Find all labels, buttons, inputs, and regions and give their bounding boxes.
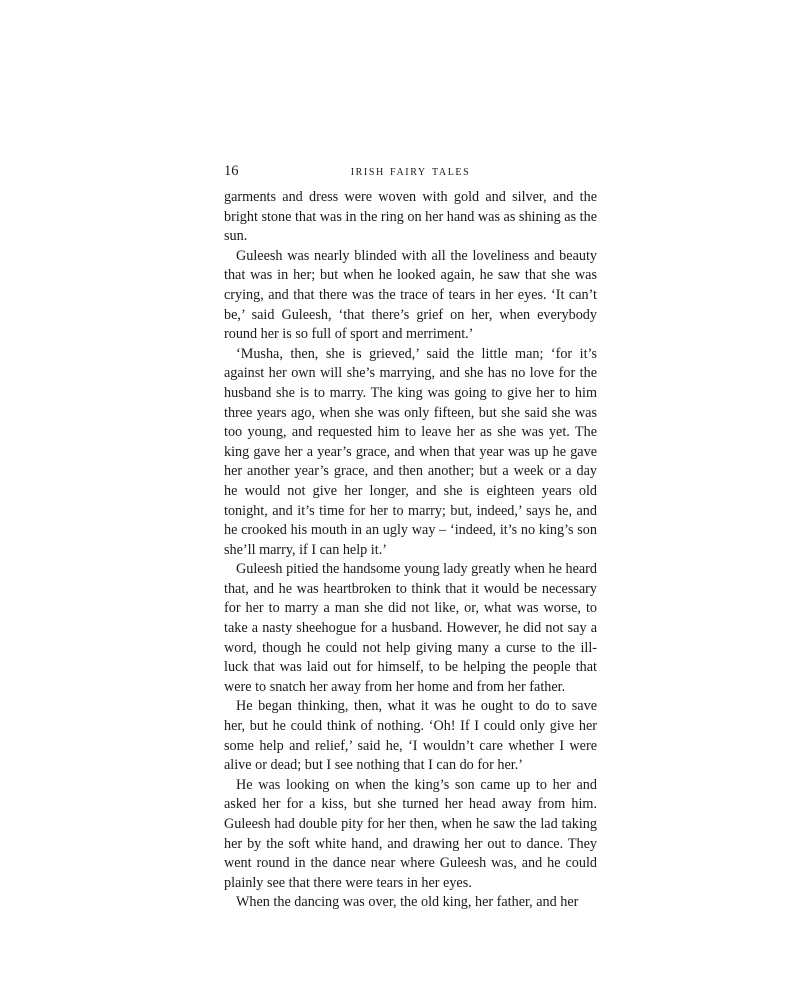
book-page xyxy=(224,160,597,913)
paragraph: He began thinking, then, what it was he ought to do to save her, but he could think of nothing. ‘Oh! If I could only give her some help and relief,’ said he, ‘I wouldn’t care whether I were alive or dead; but I see nothing that I can do for her.’ xyxy=(224,698,597,774)
book-title: irish fairy tales xyxy=(350,163,471,179)
paragraph: garments and dress were woven with gold and silver, and the bright stone that was in the ring on her hand was as shining as the sun. xyxy=(224,189,597,245)
paragraph: ‘Musha, then, she is grieved,’ said the little man; ‘for it’s against her own will she’s marrying, and she has no love for the husband she is to marry. The king was going to give her to him three years ago, when she was only fifteen, but she said she was too young, and requested him to leave her as she was yet. The king gave her a year’s grace, and when that year was up he gave her another year’s grace, and then another; but a week or a day he would not give her longer, and she is eighteen years old tonight, and it’s time for her to marry; but, indeed,’ says he, and he crooked his mouth in an ugly way – ‘indeed, it’s no king’s son she’ll marry, if I can help it.’ xyxy=(224,345,597,558)
body-text xyxy=(224,188,597,913)
paragraph: Guleesh was nearly blinded with all the loveliness and beauty that was in her; but when he looked again, he saw that she was crying, and that there was the trace of tears in her eyes. ‘It can’t be,’ said Guleesh, ‘that there’s grief on her, when everybody round her is so full of sport and merriment.’ xyxy=(224,247,597,343)
page-number: 16 xyxy=(224,163,239,179)
paragraph: When the dancing was over, the old king, her father, and her xyxy=(236,894,579,911)
paragraph: Guleesh pitied the handsome young lady greatly when he heard that, and he was heartbroken to think that it would be necessary for her to marry a man she did not like, or, what was worse, to take a nasty sheehogue for a husband. However, he did not say a word, though he could not help giving many a curse to the ill-luck that was laid out for himself, to be helping the people that were to snatch her away from her home and from her father. xyxy=(224,561,597,695)
running-head xyxy=(224,160,597,182)
paragraph: He was looking on when the king’s son came up to her and asked her for a kiss, but she turned her head away from him. Guleesh had double pity for her then, when he saw the lad taking her by the soft white hand, and drawing her out to dance. They went round in the dance near where Guleesh was, and he could plainly see that there were tears in her eyes. xyxy=(224,776,597,891)
